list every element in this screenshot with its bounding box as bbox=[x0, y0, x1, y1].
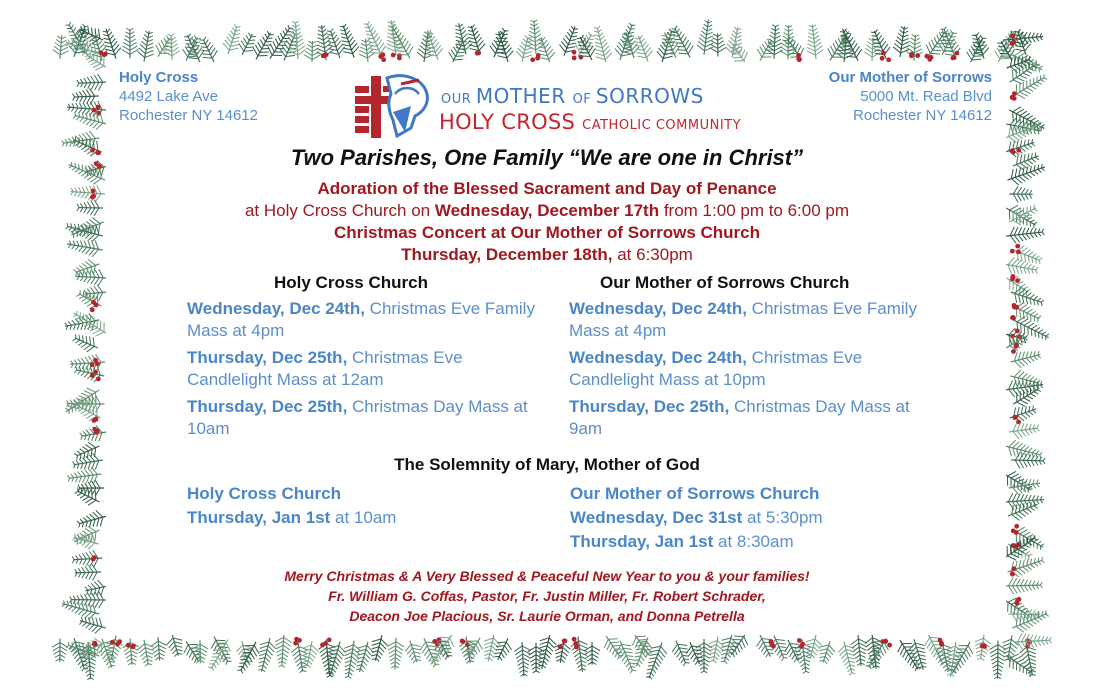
concert-date: Thursday, December 18th, bbox=[401, 245, 613, 264]
mass-day: Wednesday, Dec 31st bbox=[570, 508, 743, 527]
cross-and-mary-logo-icon bbox=[353, 72, 431, 140]
mass-day: Wednesday, Dec 24th, bbox=[569, 299, 747, 318]
concert-time: at 6:30pm bbox=[612, 245, 693, 264]
mother-of-sorrows-address bbox=[829, 68, 992, 125]
solemnity-church-name: Holy Cross Church bbox=[187, 484, 341, 503]
mass-time: at 10am bbox=[330, 508, 397, 527]
tagline: Two Parishes, One Family “We are one in Christ” bbox=[290, 145, 804, 170]
logo-holy-cross: HOLY CROSS bbox=[439, 110, 583, 134]
mass-day: Thursday, Jan 1st bbox=[187, 508, 331, 527]
mass-time: at 8:30am bbox=[713, 532, 794, 551]
mass-desc: Christmas Day Mass at 10am bbox=[187, 397, 528, 438]
mass-day: Wednesday, Dec 24th, bbox=[187, 299, 365, 318]
address-name: Holy Cross bbox=[119, 69, 199, 86]
adoration-date: Wednesday, December 17th bbox=[434, 201, 660, 220]
address-name: Our Mother of Sorrows bbox=[828, 69, 992, 86]
mother-of-sorrows-mass-list bbox=[569, 298, 939, 445]
holy-cross-heading: Holy Cross Church bbox=[274, 273, 428, 292]
solemnity-mother-of-sorrows bbox=[570, 482, 823, 554]
mass-day: Thursday, Dec 25th, bbox=[187, 348, 348, 367]
logo-catholic-community: CATHOLIC COMMUNITY bbox=[582, 118, 742, 133]
solemnity-mass bbox=[570, 506, 823, 530]
mass-desc: Christmas Eve Candlelight Mass at 10pm bbox=[569, 348, 863, 389]
solemnity-church-name: Our Mother of Sorrows Church bbox=[570, 484, 820, 503]
staff-line: Deacon Joe Placious, Sr. Laurie Orman, and Donna Petrella bbox=[349, 608, 745, 624]
address-city: Rochester NY 14612 bbox=[853, 107, 992, 124]
logo-sorrows: SORROWS bbox=[595, 84, 704, 108]
mass-day: Thursday, Jan 1st bbox=[570, 532, 714, 551]
logo-wordmark-top bbox=[441, 84, 704, 108]
solemnity-title: The Solemnity of Mary, Mother of God bbox=[394, 455, 700, 474]
list-item bbox=[187, 298, 537, 342]
adoration-prefix: at Holy Cross Church on bbox=[244, 201, 435, 220]
logo-mother: MOTHER bbox=[475, 84, 573, 108]
holy-cross-mass-list bbox=[187, 298, 537, 445]
adoration-title: Adoration of the Blessed Sacrament and Day of Penance bbox=[317, 179, 777, 198]
list-item bbox=[569, 396, 939, 440]
mass-day: Wednesday, Dec 24th, bbox=[569, 348, 747, 367]
mass-day: Thursday, Dec 25th, bbox=[569, 397, 730, 416]
list-item bbox=[569, 347, 939, 391]
mass-time: at 5:30pm bbox=[742, 508, 823, 527]
list-item bbox=[569, 298, 939, 342]
mother-of-sorrows-heading: Our Mother of Sorrows Church bbox=[600, 273, 850, 292]
solemnity-holy-cross bbox=[187, 482, 396, 530]
list-item bbox=[187, 396, 537, 440]
greeting-line: Merry Christmas & A Very Blessed & Peaceful New Year to you & your families! bbox=[284, 568, 810, 584]
concert-title: Christmas Concert at Our Mother of Sorrows Church bbox=[334, 223, 760, 242]
logo-our: OUR bbox=[441, 92, 476, 107]
logo-wordmark-bottom bbox=[439, 110, 741, 134]
solemnity-mass bbox=[187, 506, 396, 530]
adoration-detail bbox=[0, 200, 1094, 222]
address-city: Rochester NY 14612 bbox=[119, 107, 258, 124]
holy-cross-address bbox=[119, 68, 258, 125]
clergy-line: Fr. William G. Coffas, Pastor, Fr. Justin Miller, Fr. Robert Schrader, bbox=[328, 588, 766, 604]
logo-of: OF bbox=[572, 92, 596, 107]
concert-detail bbox=[0, 244, 1094, 266]
address-street: 5000 Mt. Read Blvd bbox=[860, 88, 992, 105]
mass-desc: Christmas Day Mass at 9am bbox=[569, 397, 910, 438]
address-street: 4492 Lake Ave bbox=[119, 88, 218, 105]
list-item bbox=[187, 347, 537, 391]
mass-desc: Christmas Eve Family Mass at 4pm bbox=[187, 299, 535, 340]
mass-day: Thursday, Dec 25th, bbox=[187, 397, 348, 416]
mass-desc: Christmas Eve Family Mass at 4pm bbox=[569, 299, 917, 340]
adoration-suffix: from 1:00 pm to 6:00 pm bbox=[659, 201, 850, 220]
mass-desc: Christmas Eve Candlelight Mass at 12am bbox=[187, 348, 463, 389]
solemnity-mass bbox=[570, 530, 823, 554]
